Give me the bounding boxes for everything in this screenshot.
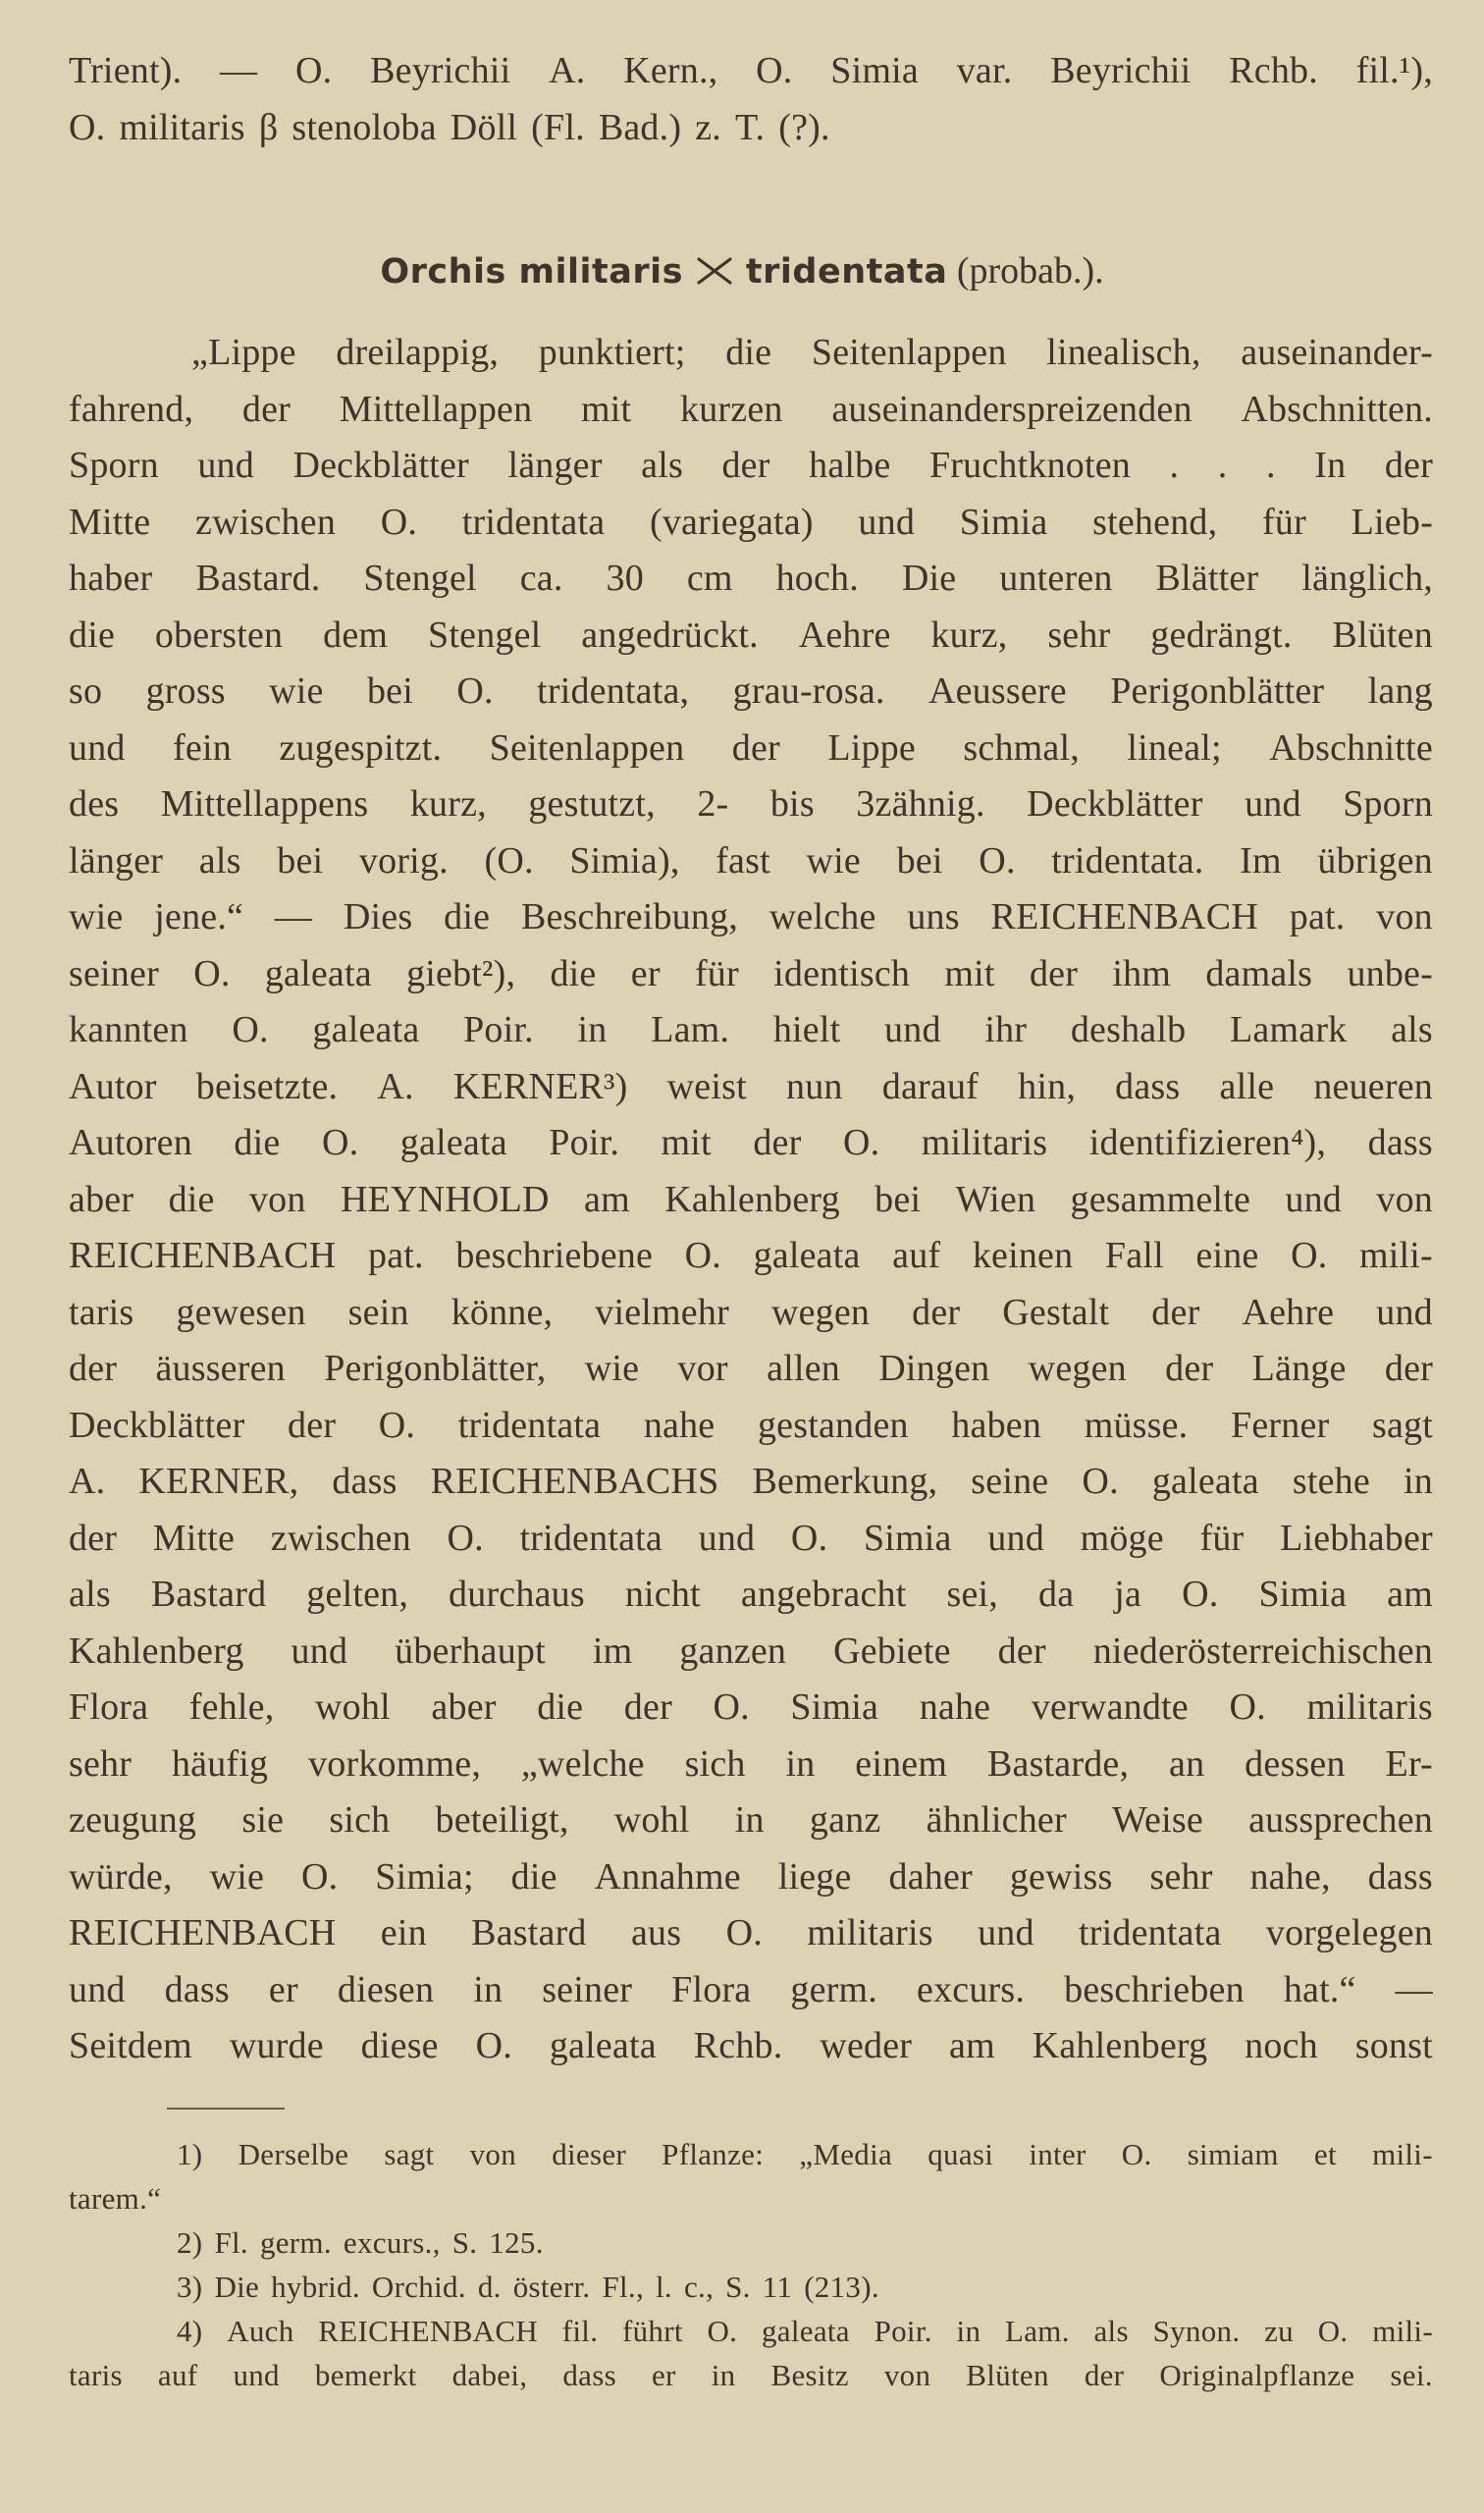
section-heading [0,243,1484,300]
footnote-line: 1) Derselbe sagt von dieser Pflanze: „Media quasi inter O. simiam et mili- [177,2137,1433,2171]
text-line: die obersten dem Stengel angedrückt. Aehre kurz, sehr gedrängt. Blüten [69,614,1433,656]
cross-symbol [695,253,734,289]
heading-right: tridentata [745,252,948,292]
footnote-line: taris auf und bemerkt dabei, dass er in Besitz von Blüten der Originalpflanze sei. [69,2358,1433,2392]
text-line: und dass er diesen in seiner Flora germ. excurs. beschrieben hat.“ — [69,1968,1433,2010]
text-line: als Bastard gelten, durchaus nicht angebracht sei, da ja O. Simia am [69,1574,1433,1615]
footnote-line: 4) Auch REICHENBACH fil. führt O. galeata Poir. in Lam. als Synon. zu O. mili- [177,2314,1433,2348]
footnote-rule [167,2108,285,2110]
top-lines [69,43,1433,156]
heading-note: (probab.). [956,250,1104,292]
text-line: sehr häufig vorkomme, „welche sich in einem Bastarde, an dessen Er- [69,1742,1433,1785]
text-line: Autoren die O. galeata Poir. mit der O. militaris identifizieren⁴), dass [69,1122,1433,1163]
text-line: so gross wie bei O. tridentata, grau-rosa. Aeussere Perigonblätter lang [69,670,1433,712]
text-line: „Lippe dreilappig, punktiert; die Seitenlappen linealisch, auseinander- [191,332,1433,373]
footnote-line: tarem.“ [69,2181,162,2216]
text-line: Kahlenberg und überhaupt im ganzen Gebiete der niederösterreichischen [69,1630,1433,1672]
text-line: Trient). — O. Beyrichii A. Kern., O. Simia var. Beyrichii Rchb. fil.¹), [69,50,1433,91]
text-line: Mitte zwischen O. tridentata (variegata) und Simia stehend, für Lieb- [69,501,1433,543]
text-line: Flora fehle, wohl aber die der O. Simia nahe verwandte O. militaris [69,1686,1433,1728]
text-line: kannten O. galeata Poir. in Lam. hielt und ihr deshalb Lamark als [69,1009,1433,1050]
text-line: REICHENBACH ein Bastard aus O. militaris und tridentata vorgelegen [69,1912,1433,1953]
text-line: wie jene.“ — Dies die Beschreibung, welche uns REICHENBACH pat. von [69,896,1433,937]
text-line: Deckblätter der O. tridentata nahe gestanden haben müsse. Ferner sagt [69,1404,1433,1446]
text-line: A. KERNER, dass REICHENBACHS Bemerkung, seine O. galeata stehe in [69,1461,1433,1502]
heading-left: Orchis militaris [380,252,683,292]
text-line: des Mittellappens kurz, gestutzt, 2- bis 3zähnig. Deckblätter und Sporn [69,783,1433,825]
text-line: und fein zugespitzt. Seitenlappen der Lippe schmal, lineal; Abschnitte [69,726,1433,769]
text-line: O. militaris β stenoloba Döll (Fl. Bad.) z. T. (?). [69,106,830,148]
footnotes [69,2132,1433,2397]
text-line: haber Bastard. Stengel ca. 30 cm hoch. Die unteren Blätter länglich, [69,558,1433,599]
footnote-line: 2) Fl. germ. excurs., S. 125. [177,2225,544,2260]
text-line: würde, wie O. Simia; die Annahme liege daher gewiss sehr nahe, dass [69,1855,1433,1898]
text-line: länger als bei vorig. (O. Simia), fast wie bei O. tridentata. Im übrigen [69,839,1433,882]
text-line: zeugung sie sich beteiligt, wohl in ganz ähnlicher Weise aussprechen [69,1799,1433,1841]
text-line: Seitdem wurde diese O. galeata Rchb. weder am Kahlenberg noch sonst [69,2025,1433,2066]
footnote-line: 3) Die hybrid. Orchid. d. österr. Fl., l. c., S. 11 (213). [177,2270,879,2304]
text-line: taris gewesen sein könne, vielmehr wegen der Gestalt der Aehre und [69,1291,1433,1333]
text-line: der Mitte zwischen O. tridentata und O. Simia und möge für Liebhaber [69,1517,1433,1559]
text-line: REICHENBACH pat. beschriebene O. galeata auf keinen Fall eine O. mili- [69,1235,1433,1276]
text-line: der äusseren Perigonblätter, wie vor allen Dingen wegen der Länge der [69,1348,1433,1389]
text-line: Sporn und Deckblätter länger als der halbe Fruchtknoten . . . In der [69,445,1433,486]
text-line: fahrend, der Mittellappen mit kurzen auseinanderspreizenden Abschnitten. [69,388,1433,430]
text-line: aber die von HEYNHOLD am Kahlenberg bei Wien gesammelte und von [69,1178,1433,1220]
body-text [69,325,1433,2075]
text-line: seiner O. galeata giebt²), die er für identisch mit der ihm damals unbe- [69,952,1433,994]
text-line: Autor beisetzte. A. KERNER³) weist nun darauf hin, dass alle neueren [69,1065,1433,1107]
